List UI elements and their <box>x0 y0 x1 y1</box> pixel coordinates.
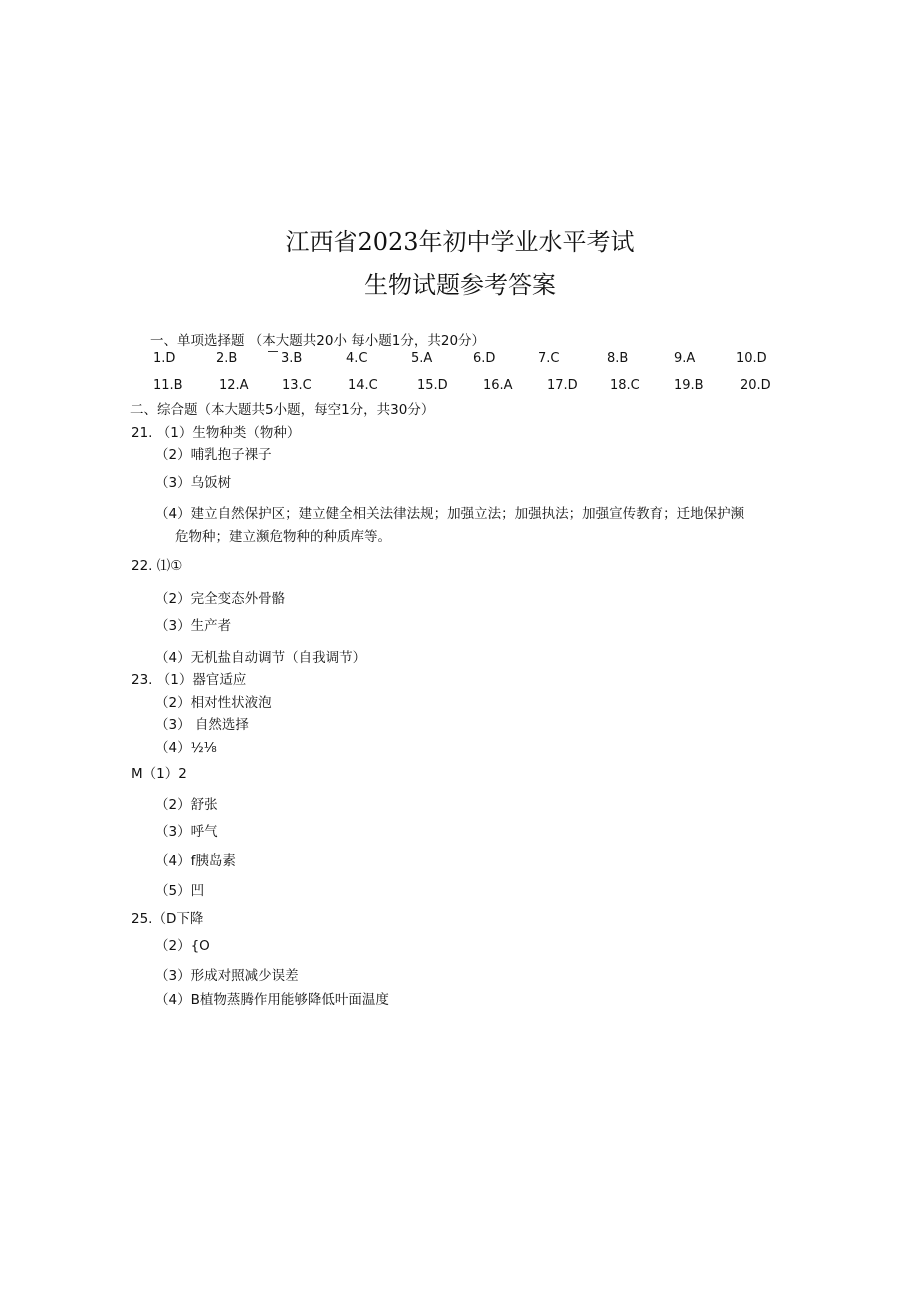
answer-17: 17.D <box>547 378 578 393</box>
q24-answer-5: （5）凹 <box>155 883 205 899</box>
answer-4: 4.C <box>346 351 368 366</box>
q25-answer-1: 25.（D下降 <box>131 911 204 927</box>
q24-answer-1: M（1）2 <box>131 766 187 782</box>
q21-answer-2: （2）哺乳抱子裸子 <box>155 447 272 463</box>
answer-15: 15.D <box>417 378 448 393</box>
answer-11: 11.B <box>153 378 183 393</box>
scan-mark <box>268 351 278 352</box>
answer-13: 13.C <box>282 378 312 393</box>
q21-answer-1: 21. （1）生物种类（物种） <box>131 425 301 441</box>
answer-2: 2.B <box>216 351 238 366</box>
answer-14: 14.C <box>348 378 378 393</box>
answer-3: 3.B <box>281 351 303 366</box>
answer-16: 16.A <box>483 378 513 393</box>
answer-10: 10.D <box>736 351 767 366</box>
q24-answer-4: （4）f胰岛素 <box>155 853 236 869</box>
answer-20: 20.D <box>740 378 771 393</box>
q25-answer-4: （4）B植物蒸腾作用能够降低叶面温度 <box>155 992 389 1008</box>
q21-answer-4-cont: 危物种；建立濒危物种的种质库等。 <box>175 529 391 545</box>
q21-answer-4: （4）建立自然保护区；建立健全相关法律法规；加强立法；加强执法；加强宣传教育；迁地保护濒 <box>155 506 745 522</box>
q23-answer-3: （3） 自然选择 <box>155 717 249 733</box>
document-title: 江西省2023年初中学业水平考试 <box>285 228 635 256</box>
q22-answer-1: 22. ⑴① <box>131 558 183 574</box>
answer-18: 18.C <box>610 378 640 393</box>
section1-heading: 一、单项选择题 （本大题共20小 每小题1分，共20分） <box>150 333 486 349</box>
q25-answer-2: （2）{O <box>155 938 210 954</box>
section2-heading: 二、综合题（本大题共5小题，每空1分，共30分） <box>130 402 435 418</box>
q23-answer-1: 23. （1）器官适应 <box>131 672 247 688</box>
answer-7: 7.C <box>538 351 560 366</box>
document-subtitle: 生物试题参考答案 <box>364 271 556 299</box>
q22-answer-4: （4）无机盐自动调节（自我调节） <box>155 650 367 666</box>
answer-9: 9.A <box>674 351 696 366</box>
answer-6: 6.D <box>473 351 496 366</box>
answer-5: 5.A <box>411 351 433 366</box>
answer-1: 1.D <box>153 351 176 366</box>
q21-answer-3: （3）乌饭树 <box>155 475 232 491</box>
answer-8: 8.B <box>607 351 629 366</box>
q22-answer-2: （2）完全变态外骨骼 <box>155 591 286 607</box>
q25-answer-3: （3）形成对照减少误差 <box>155 968 299 984</box>
q23-answer-4: （4）½⅛ <box>155 740 217 756</box>
q24-answer-2: （2）舒张 <box>155 797 218 813</box>
q23-answer-2: （2）相对性状液泡 <box>155 695 272 711</box>
q24-answer-3: （3）呼气 <box>155 824 218 840</box>
answer-19: 19.B <box>674 378 704 393</box>
answer-12: 12.A <box>219 378 249 393</box>
q22-answer-3: （3）生产者 <box>155 618 232 634</box>
